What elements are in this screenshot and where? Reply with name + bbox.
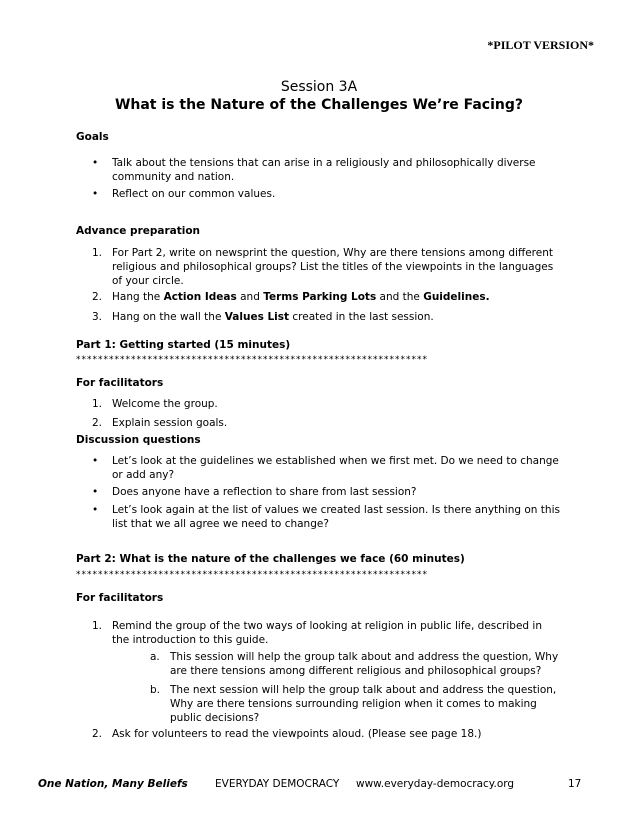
facilitator-item: 2. Explain session goals. (92, 417, 228, 429)
star-divider: **************************************************************** (76, 570, 428, 580)
discussion-item: • Does anyone have a reflection to share from last session? (92, 486, 417, 498)
discussion-item: • Let’s look at the guidelines we established when we first met. Do we need to change or add any? (92, 455, 559, 481)
advance-item: 3. Hang on the wall the Values List created in the last session. (92, 311, 434, 323)
part2-item: 2. Ask for volunteers to read the viewpoints aloud. (Please see page 18.) (92, 728, 482, 740)
page-number: 17 (568, 778, 582, 790)
session-title: Session 3A (280, 79, 358, 95)
part2-subitem: a. This session will help the group talk about and address the question, Why are there tensions among different religious and philosophical groups? (150, 651, 559, 677)
page-title (0, 78, 638, 114)
footer-title: One Nation, Many Beliefs (38, 778, 188, 790)
facilitator-item: 1. Welcome the group. (92, 398, 218, 410)
goal-item: • Talk about the tensions that can arise in a religiously and philosophically diverse community and nation. (92, 157, 536, 183)
pilot-version-label: *PILOT VERSION* (487, 38, 594, 52)
session-subtitle: What is the Nature of the Challenges We’re Facing? (114, 97, 524, 113)
goals-heading: Goals (76, 131, 109, 143)
part2-facilitators-heading: For facilitators (76, 592, 164, 604)
discussion-heading: Discussion questions (76, 434, 201, 446)
part2-item: 1. Remind the group of the two ways of looking at religion in public life, described in the introduction to this guide. (92, 620, 542, 646)
part2-heading: Part 2: What is the nature of the challenges we face (60 minutes) (76, 553, 465, 565)
advance-item: 1. For Part 2, write on newsprint the question, Why are there tensions among different religious and philosophical groups? List the titles of the viewpoints in the languages of your circle. (92, 247, 554, 287)
footer-url: www.everyday-democracy.org (356, 778, 515, 790)
advance-item: 2. Hang the Action Ideas and Terms Parking Lots and the Guidelines. (92, 291, 490, 303)
advance-heading: Advance preparation (76, 225, 201, 237)
star-divider: **************************************************************** (76, 355, 428, 365)
part2-subitem: b. The next session will help the group talk about and address the question, Why are there tensions surrounding religion when it comes to making public decisions? (150, 684, 557, 724)
goal-item: • Reflect on our common values. (92, 188, 276, 200)
footer-org: EVERYDAY DEMOCRACY (215, 778, 340, 790)
part1-facilitators-heading: For facilitators (76, 377, 164, 389)
part1-heading: Part 1: Getting started (15 minutes) (76, 339, 291, 351)
discussion-item: • Let’s look again at the list of values we created last session. Is there anything on this list that we all agree we need to change? (92, 504, 560, 530)
